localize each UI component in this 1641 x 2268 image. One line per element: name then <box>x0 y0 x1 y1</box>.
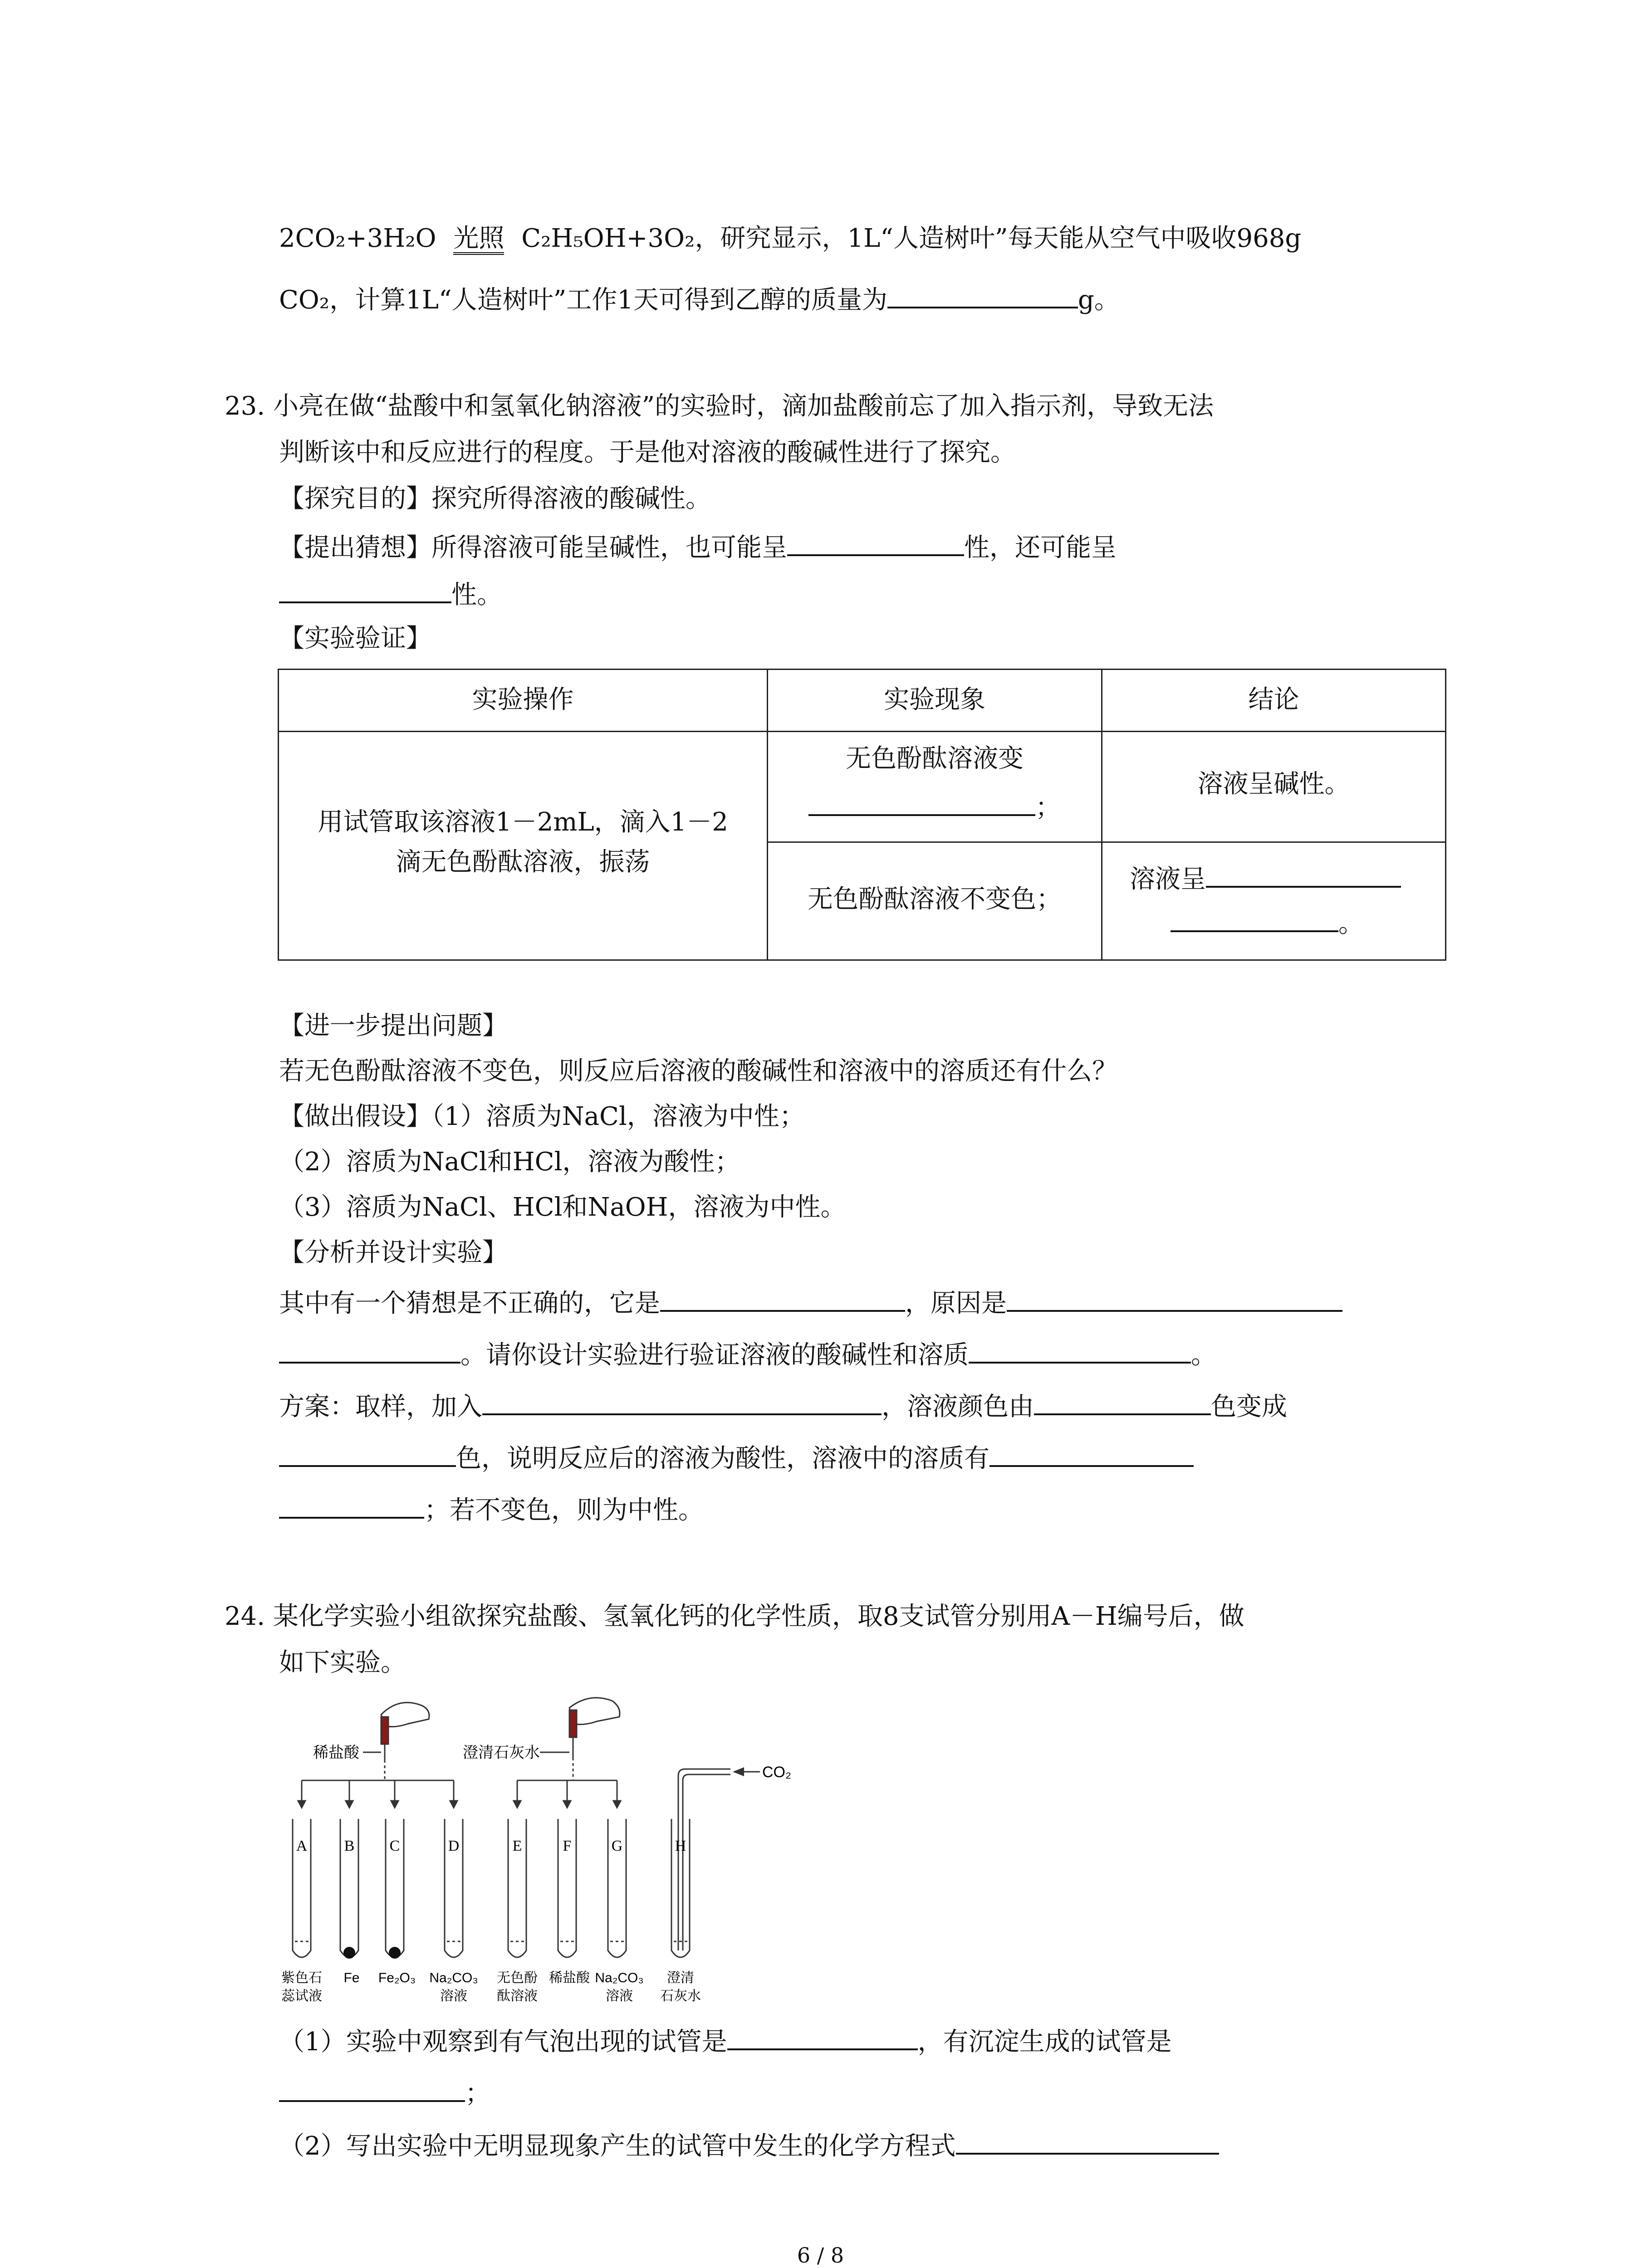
tube-label-b: B <box>344 1838 355 1854</box>
header-operation: 实验操作 <box>472 685 574 714</box>
eq-lhs: 2CO₂+3H₂O <box>279 224 436 253</box>
reagent-1-label: 稀盐酸 <box>313 1744 359 1761</box>
q24-sub1-cont <box>279 2075 490 2110</box>
tube-label-h: H <box>675 1838 686 1854</box>
q23-hypothesis-2: （2）溶质为NaCl和HCl，溶液为酸性； <box>279 1147 740 1177</box>
analysis-text-c: 。请你设计实验进行验证溶液的酸碱性和溶质 <box>460 1340 969 1370</box>
caption-a-line1: 紫色石 <box>281 1970 322 1985</box>
co2-label: CO₂ <box>762 1764 792 1781</box>
answer-blank[interactable] <box>887 281 1078 308</box>
answer-blank[interactable] <box>989 1440 1194 1467</box>
conclusion2-text: 溶液呈 <box>1130 865 1206 894</box>
answer-blank[interactable] <box>969 1336 1191 1364</box>
caption-h-line2: 石灰水 <box>660 1989 701 2004</box>
caption-a-line2: 蕊试液 <box>281 1989 322 2004</box>
caption-e-line1: 无色酚 <box>497 1970 538 1985</box>
caption-d-line1: Na₂CO₃ <box>429 1970 478 1985</box>
answer-blank[interactable] <box>482 1388 882 1415</box>
phenomenon1-line1: 无色酚酞溶液变 <box>846 744 1024 773</box>
table-divider <box>279 731 1445 732</box>
caption-d-line2: 溶液 <box>440 1989 467 2004</box>
iron-solid <box>343 1947 355 1959</box>
operation-line1: 用试管取该溶液1－2mL，滴入1－2 <box>318 807 728 837</box>
operation-line2: 滴无色酚酞溶液，振荡 <box>396 847 650 877</box>
q23-plan-1 <box>279 1388 1287 1423</box>
answer-blank[interactable] <box>1034 1388 1211 1415</box>
guess-text-b: 性，还可能呈 <box>964 533 1117 562</box>
q23-analysis-1 <box>279 1285 1342 1320</box>
header-phenomenon: 实验现象 <box>884 685 985 714</box>
analysis-text-d: 。 <box>1191 1340 1216 1370</box>
plan-text-b: ，溶液颜色由 <box>882 1392 1034 1422</box>
caption-f: 稀盐酸 <box>549 1970 590 1985</box>
q23-line2: 判断该中和反应进行的程度。于是他对溶液的酸碱性进行了探究。 <box>279 438 1016 467</box>
caption-g-line1: Na₂CO₃ <box>595 1970 644 1985</box>
answer-blank[interactable] <box>808 789 1035 816</box>
co2-arrow-icon <box>733 1767 744 1776</box>
phenomenon1-line2 <box>768 789 1101 824</box>
answer-blank[interactable] <box>279 1440 456 1467</box>
q22-line2 <box>279 281 1120 317</box>
analysis-text-a: 其中有一个猜想是不正确的，它是 <box>279 1289 660 1318</box>
q23-plan-2 <box>279 1440 1194 1475</box>
caption-b: Fe <box>343 1970 360 1985</box>
reagent-2-label: 澄清石灰水 <box>463 1744 540 1761</box>
conclusion1: 溶液呈碱性。 <box>1197 769 1350 799</box>
conclusion2-line1 <box>1102 860 1472 896</box>
caption-c: Fe₂O₃ <box>378 1970 416 1985</box>
answer-blank[interactable] <box>279 1336 460 1364</box>
answer-blank[interactable] <box>279 1491 424 1519</box>
hand-dropper-2-icon <box>569 1698 620 1758</box>
eq-rhs: C₂H₅OH+3O₂ <box>521 224 695 253</box>
tube-label-e: E <box>512 1838 522 1854</box>
guess-text-a: 【提出猜想】所得溶液可能呈碱性，也可能呈 <box>279 533 787 562</box>
answer-blank[interactable] <box>727 2023 918 2050</box>
experiment-figure <box>272 1687 798 2014</box>
caption-g-line2: 溶液 <box>606 1989 633 2004</box>
q24-line1: 24. 某化学实验小组欲探究盐酸、氢氧化钙的化学性质，取8支试管分别用A－H编号后，做 <box>225 1602 1244 1631</box>
caption-h-line1: 澄清 <box>667 1970 694 1985</box>
sub2-text: （2）写出实验中无明显现象产生的试管中发生的化学方程式 <box>279 2131 956 2161</box>
guess-text-c: 性。 <box>451 580 502 610</box>
q23-plan-3 <box>279 1491 704 1527</box>
answer-blank[interactable] <box>1206 860 1401 888</box>
sub1-text-c: ； <box>465 2079 490 2108</box>
q23-further: 【进一步提出问题】 <box>279 1011 508 1041</box>
q24-line2: 如下实验。 <box>279 1648 406 1677</box>
phenomenon2: 无色酚酞溶液不变色； <box>808 885 1062 914</box>
tube-label-f: F <box>563 1838 572 1854</box>
tube-label-c: C <box>389 1838 400 1854</box>
answer-blank[interactable] <box>1171 905 1338 932</box>
analysis-text-b: ，原因是 <box>905 1289 1007 1318</box>
table-divider <box>1101 841 1445 843</box>
plan-text-e: ；若不变色，则为中性。 <box>424 1496 704 1525</box>
plan-text-a: 方案：取样，加入 <box>279 1392 482 1422</box>
q22-text2b: g。 <box>1078 285 1120 315</box>
table-divider <box>768 841 1101 843</box>
plan-text-c: 色变成 <box>1211 1392 1287 1422</box>
q22-text1: ，研究显示，1L“人造树叶”每天能从空气中吸收968g <box>695 224 1302 253</box>
q23-verify: 【实验验证】 <box>279 624 431 653</box>
q24-sub2 <box>279 2127 1219 2163</box>
sub1-text-b: ，有沉淀生成的试管是 <box>917 2027 1172 2057</box>
caption-e-line2: 酞溶液 <box>497 1989 538 2004</box>
conclusion2-line2 <box>1102 905 1513 940</box>
q23-line1: 23. 小亮在做“盐酸中和氢氧化钠溶液”的实验时，滴加盐酸前忘了加入指示剂，导致无法 <box>225 391 1214 421</box>
answer-blank[interactable] <box>660 1285 905 1312</box>
q23-guess-cont <box>279 576 502 611</box>
iron-oxide-solid <box>389 1947 401 1959</box>
answer-blank[interactable] <box>279 2075 465 2102</box>
q24-sub1 <box>279 2023 1172 2058</box>
answer-blank[interactable] <box>956 2127 1219 2155</box>
tube-label-a: A <box>296 1838 308 1854</box>
q22-text2a: CO₂，计算1L“人造树叶”工作1天可得到乙醇的质量为 <box>279 285 887 315</box>
page-number: 6 / 8 <box>797 2243 844 2268</box>
tube-label-d: D <box>448 1838 460 1854</box>
experiment-table <box>278 669 1446 961</box>
header-conclusion: 结论 <box>1248 685 1299 714</box>
q23-guess <box>279 529 1117 564</box>
q23-further-question: 若无色酚酞溶液不变色，则反应后溶液的酸碱性和溶液中的溶质还有什么？ <box>279 1056 1117 1086</box>
q23-hypothesis-1: 【做出假设】（1）溶质为NaCl，溶液为中性； <box>279 1102 805 1131</box>
phenomenon1-end: ； <box>1035 793 1061 822</box>
answer-blank[interactable] <box>1007 1285 1342 1312</box>
conclusion2-end: 。 <box>1338 909 1364 938</box>
q22-equation-line <box>279 222 1301 255</box>
answer-blank[interactable] <box>787 529 964 556</box>
sub1-text-a: （1）实验中观察到有气泡出现的试管是 <box>279 2027 727 2057</box>
q23-hypothesis-3: （3）溶质为NaCl、HCl和NaOH，溶液为中性。 <box>279 1193 846 1222</box>
eq-condition: 光照 <box>453 225 504 255</box>
plan-text-d: 色，说明反应后的溶液为酸性，溶液中的溶质有 <box>456 1444 989 1473</box>
tube-label-g: G <box>611 1838 623 1854</box>
q23-purpose: 【探究目的】探究所得溶液的酸碱性。 <box>279 484 711 513</box>
hand-dropper-1-icon <box>381 1702 429 1760</box>
q23-analysis-2 <box>279 1336 1216 1372</box>
q23-analysis: 【分析并设计实验】 <box>279 1238 508 1267</box>
answer-blank[interactable] <box>279 576 451 603</box>
